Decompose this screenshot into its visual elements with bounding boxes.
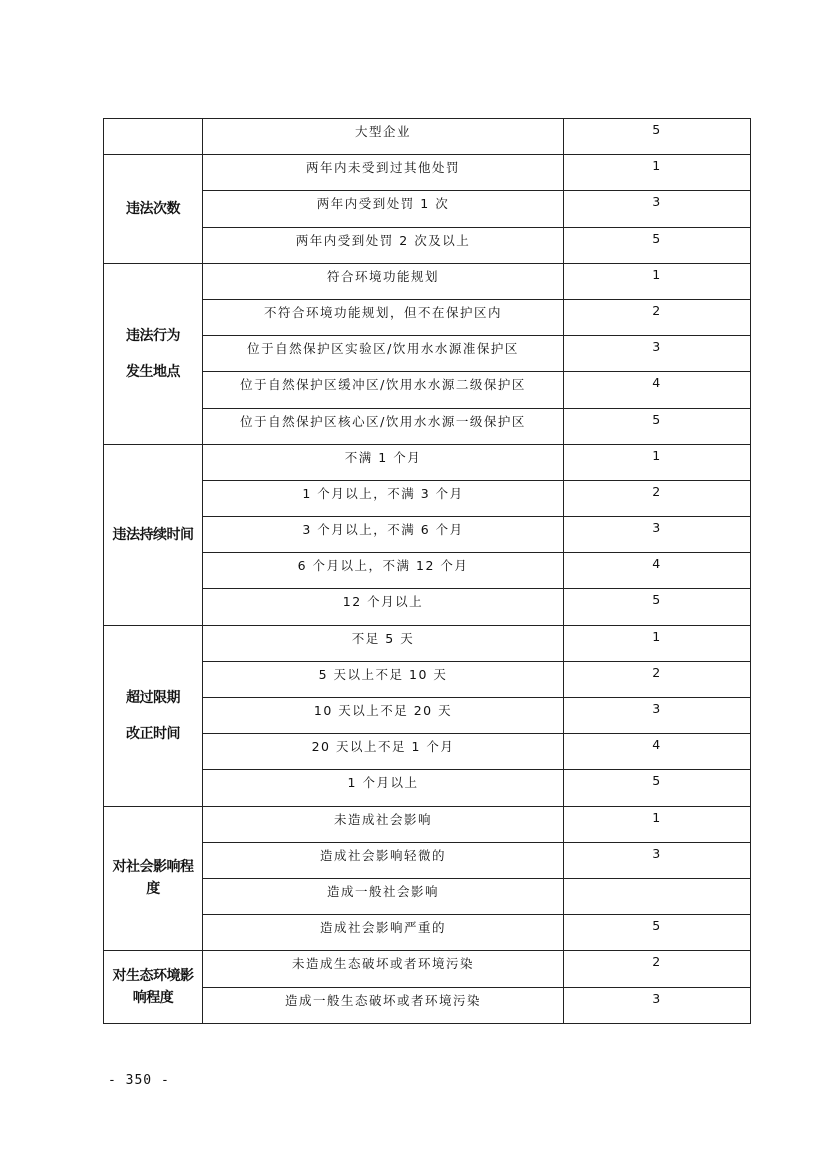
score-text: 3 <box>652 701 662 716</box>
criterion-text: 不满 1 个月 <box>344 449 422 465</box>
criterion-cell <box>203 191 564 227</box>
score-text: 2 <box>652 664 662 680</box>
category-cell: 违法持续时间 <box>104 444 203 625</box>
criterion-cell <box>203 408 564 444</box>
criterion-cell <box>203 842 564 878</box>
score-text: 4 <box>652 737 662 753</box>
score-cell <box>564 227 751 263</box>
score-cell <box>564 734 751 770</box>
score-cell <box>564 336 751 372</box>
table-row <box>104 155 751 191</box>
score-text: 4 <box>652 556 662 572</box>
score-cell <box>564 480 751 516</box>
score-text: 1 <box>652 158 662 174</box>
score-text: 2 <box>652 483 662 499</box>
score-cell <box>564 589 751 625</box>
criterion-cell <box>203 698 564 734</box>
criterion-cell <box>203 589 564 625</box>
score-text: 3 <box>652 845 662 861</box>
score-cell <box>564 842 751 878</box>
score-cell <box>564 987 751 1023</box>
criterion-text: 大型企业 <box>354 124 411 139</box>
score-text: 1 <box>652 266 662 282</box>
criterion-cell <box>203 119 564 155</box>
criterion-cell <box>203 480 564 516</box>
scoring-table <box>103 118 751 1024</box>
criterion-text: 符合环境功能规划 <box>326 268 439 284</box>
table-row <box>104 806 751 842</box>
table-row <box>104 119 751 155</box>
criterion-text: 两年内受到处罚 1 次 <box>316 196 450 212</box>
criterion-cell <box>203 299 564 335</box>
criterion-cell <box>203 227 564 263</box>
score-cell <box>564 878 751 914</box>
criterion-cell <box>203 951 564 987</box>
criterion-cell <box>203 263 564 299</box>
score-cell <box>564 299 751 335</box>
criterion-cell <box>203 517 564 553</box>
score-text: 3 <box>652 339 662 355</box>
criterion-text: 造成一般生态破坏或者环境污染 <box>284 992 481 1008</box>
criterion-text: 1 个月以上，不满 3 个月 <box>302 485 464 501</box>
criterion-text: 3 个月以上，不满 6 个月 <box>302 522 464 538</box>
score-cell <box>564 915 751 951</box>
criterion-cell <box>203 915 564 951</box>
criterion-text: 12 个月以上 <box>342 594 424 610</box>
score-text: 4 <box>652 375 662 391</box>
score-cell <box>564 661 751 697</box>
category-cell <box>104 119 203 155</box>
table-row <box>104 263 751 299</box>
score-text: 2 <box>652 954 662 970</box>
criterion-text: 两年内受到处罚 2 次及以上 <box>295 232 471 248</box>
criterion-cell <box>203 625 564 661</box>
criterion-text: 位于自然保护区核心区/饮用水水源一级保护区 <box>240 413 526 429</box>
score-text: 3 <box>652 194 662 210</box>
criterion-cell <box>203 734 564 770</box>
score-cell <box>564 517 751 553</box>
score-cell <box>564 444 751 480</box>
score-text: 5 <box>652 230 662 246</box>
score-cell <box>564 263 751 299</box>
criterion-cell <box>203 553 564 589</box>
criterion-cell <box>203 336 564 372</box>
category-cell: 违法次数 <box>104 155 203 264</box>
criterion-text: 造成社会影响轻微的 <box>319 847 446 863</box>
criterion-text: 20 天以上不足 1 个月 <box>311 739 455 755</box>
criterion-cell <box>203 878 564 914</box>
category-cell: 对生态环境影响程度 <box>104 951 203 1023</box>
score-cell <box>564 119 751 155</box>
score-cell <box>564 155 751 191</box>
table-row <box>104 625 751 661</box>
score-text: 3 <box>652 520 662 536</box>
score-text: 5 <box>652 773 662 789</box>
table-row <box>104 444 751 480</box>
score-text: 1 <box>652 447 662 463</box>
criterion-text: 未造成生态破坏或者环境污染 <box>291 956 474 972</box>
category-cell: 超过限期 改正时间 <box>104 625 203 806</box>
criterion-cell <box>203 444 564 480</box>
criterion-cell <box>203 155 564 191</box>
criterion-cell <box>203 372 564 408</box>
criterion-text: 位于自然保护区实验区/饮用水水源准保护区 <box>247 341 519 357</box>
score-text: 5 <box>652 122 662 137</box>
score-cell <box>564 951 751 987</box>
score-text: 5 <box>652 411 662 427</box>
criterion-text: 6 个月以上，不满 12 个月 <box>297 558 469 574</box>
score-text: 5 <box>652 592 662 608</box>
criterion-cell <box>203 987 564 1023</box>
criterion-text: 位于自然保护区缓冲区/饮用水水源二级保护区 <box>240 377 526 393</box>
score-text <box>564 879 750 882</box>
criterion-text: 造成一般社会影响 <box>326 883 439 899</box>
criterion-cell <box>203 661 564 697</box>
score-cell <box>564 698 751 734</box>
criterion-text: 5 天以上不足 10 天 <box>318 666 448 682</box>
score-cell <box>564 553 751 589</box>
criterion-text: 不足 5 天 <box>351 630 415 646</box>
score-text: 1 <box>652 628 662 644</box>
score-text: 2 <box>652 302 662 318</box>
score-cell <box>564 625 751 661</box>
score-cell <box>564 408 751 444</box>
score-cell <box>564 806 751 842</box>
criterion-cell <box>203 806 564 842</box>
criterion-text: 造成社会影响严重的 <box>319 920 446 936</box>
criterion-text: 10 天以上不足 20 天 <box>313 703 453 718</box>
score-cell <box>564 770 751 806</box>
score-cell <box>564 372 751 408</box>
score-cell <box>564 191 751 227</box>
score-text: 3 <box>652 990 662 1006</box>
score-text: 5 <box>652 918 662 934</box>
category-cell: 对社会影响程度 <box>104 806 203 951</box>
criterion-text: 1 个月以上 <box>347 775 419 791</box>
category-cell: 违法行为 发生地点 <box>104 263 203 444</box>
criterion-text: 未造成社会影响 <box>333 811 432 827</box>
score-text: 1 <box>652 809 662 825</box>
criterion-text: 不符合环境功能规划，但不在保护区内 <box>263 304 502 320</box>
criterion-text: 两年内未受到过其他处罚 <box>305 160 460 176</box>
table-row <box>104 951 751 987</box>
criterion-cell <box>203 770 564 806</box>
page-number: - 350 - <box>108 1073 170 1088</box>
